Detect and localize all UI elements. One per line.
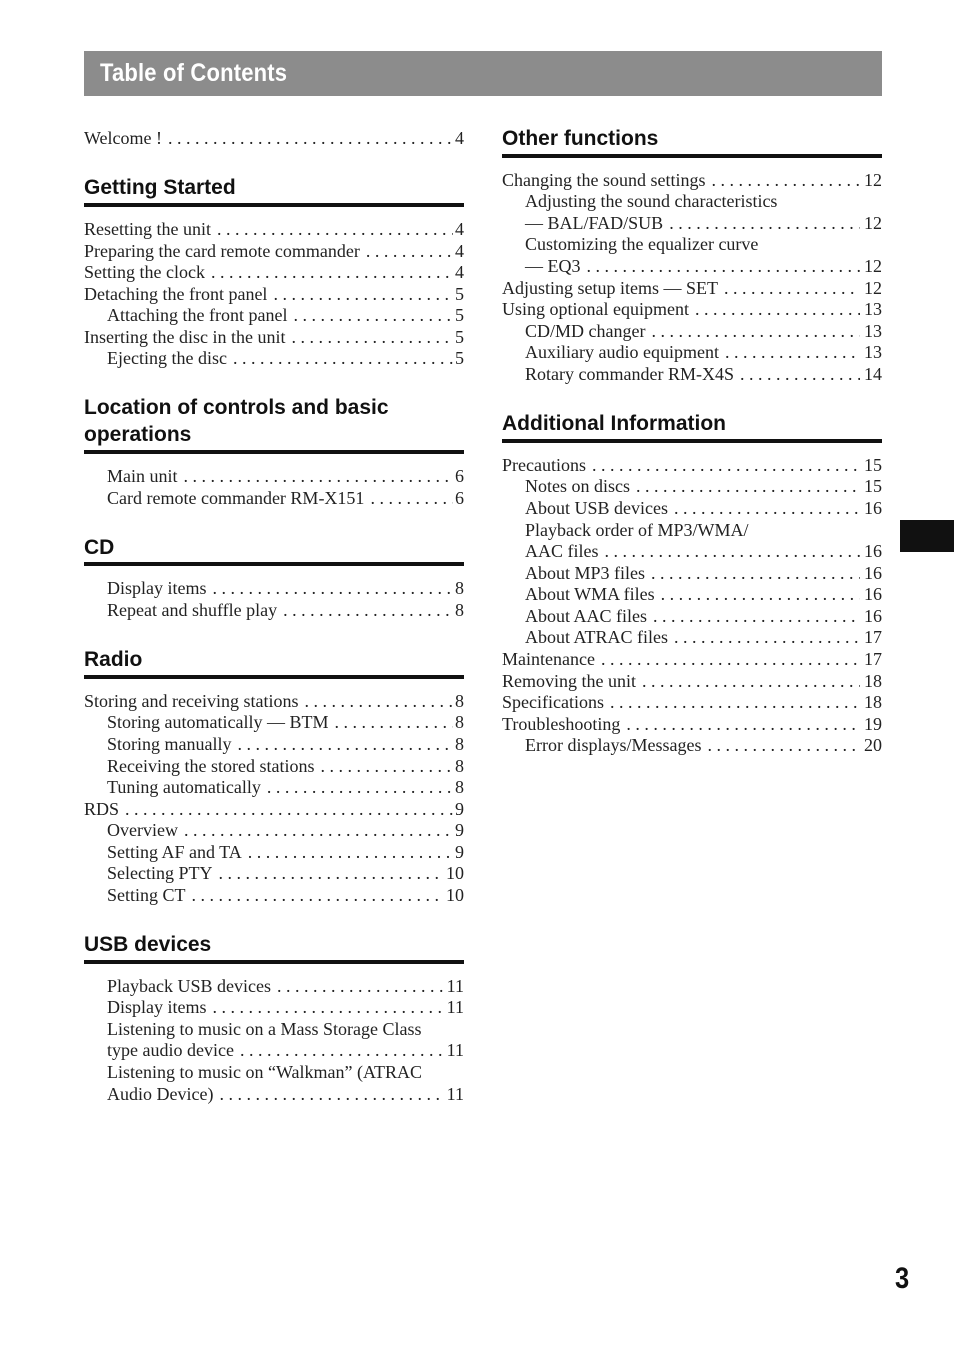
- toc-entry-label: RDS: [84, 799, 120, 819]
- leader-dots: [601, 648, 860, 670]
- toc-entry[interactable]: [502, 519, 882, 541]
- toc-entry[interactable]: [84, 841, 464, 863]
- toc-entry-label: Troubleshooting: [502, 714, 621, 734]
- toc-entry[interactable]: [502, 475, 882, 497]
- toc-entry-page: 8: [455, 734, 464, 754]
- toc-entry[interactable]: [502, 454, 882, 476]
- leader-dots: [273, 283, 453, 305]
- page-number: 3: [895, 1262, 910, 1295]
- leader-dots: [184, 465, 454, 487]
- toc-entry[interactable]: [502, 691, 882, 713]
- toc-entry-page: 12: [864, 278, 882, 298]
- toc-entry[interactable]: [84, 733, 464, 755]
- toc-entry-page: 5: [455, 327, 464, 347]
- toc-entry-page: 16: [864, 606, 882, 626]
- toc-entry-page: 16: [864, 563, 882, 583]
- toc-entry-page: 4: [455, 128, 464, 148]
- toc-entry-page: 17: [864, 627, 882, 647]
- toc-entry-label: Tuning automatically: [107, 777, 261, 797]
- toc-entry-page: 13: [864, 342, 882, 362]
- leader-dots: [636, 475, 860, 497]
- toc-entry-label: Setting the clock: [84, 262, 205, 282]
- toc-entry[interactable]: [502, 583, 882, 605]
- toc-entry[interactable]: [84, 996, 464, 1018]
- toc-entry-page: 15: [864, 476, 882, 496]
- toc-entry-label: Listening to music on a Mass Storage Class: [107, 1019, 422, 1039]
- toc-entry[interactable]: [502, 169, 882, 191]
- toc-entry[interactable]: [84, 776, 464, 798]
- toc-entry-page: 8: [455, 691, 464, 711]
- toc-entry[interactable]: [84, 1061, 464, 1083]
- leader-dots: [651, 562, 860, 584]
- toc-entry-label: Inserting the disc in the unit: [84, 327, 286, 347]
- toc-entry[interactable]: [84, 240, 464, 262]
- section-heading-getting-started: Getting Started: [84, 176, 236, 199]
- toc-entry-page: 12: [864, 256, 882, 276]
- toc-entry[interactable]: [84, 304, 464, 326]
- toc-entry[interactable]: [84, 326, 464, 348]
- toc-entry[interactable]: [502, 540, 882, 562]
- toc-entry-label: Playback USB devices: [107, 976, 271, 996]
- leader-dots: [213, 577, 454, 599]
- toc-entry-label: Removing the unit: [502, 671, 636, 691]
- toc-entry-page: 11: [446, 1040, 464, 1060]
- leader-dots: [592, 454, 860, 476]
- leader-dots: [724, 277, 860, 299]
- toc-entry-page: 9: [455, 820, 464, 840]
- toc-entry[interactable]: [502, 255, 882, 277]
- toc-entry-page: 8: [455, 578, 464, 598]
- toc-entry-label: Setting CT: [107, 885, 186, 905]
- toc-entry-page: 19: [864, 714, 882, 734]
- toc-entry[interactable]: [84, 711, 464, 733]
- leader-dots: [605, 540, 861, 562]
- toc-entry[interactable]: [84, 884, 464, 906]
- toc-entry-page: 12: [864, 213, 882, 233]
- toc-entry-page: 5: [455, 348, 464, 368]
- toc-entry-label: About MP3 files: [525, 563, 646, 583]
- toc-entry[interactable]: [502, 734, 882, 756]
- toc-entry-page: 18: [864, 671, 882, 691]
- toc-entry-label: Adjusting the sound characteristics: [525, 191, 778, 211]
- leader-dots: [304, 690, 453, 712]
- leader-dots: [184, 819, 453, 841]
- toc-entry-page: 11: [446, 997, 464, 1017]
- toc-entry[interactable]: [502, 648, 882, 670]
- section-heading-additional-information: Additional Information: [502, 412, 726, 435]
- toc-entry-page: 12: [864, 170, 882, 190]
- toc-entry-label: Detaching the front panel: [84, 284, 268, 304]
- toc-entry[interactable]: [84, 577, 464, 599]
- toc-entry-label: Changing the sound settings: [502, 170, 706, 190]
- leader-dots: [240, 1039, 445, 1061]
- section-heading-location: Location of controls and basic: [84, 396, 389, 419]
- toc-entry-label: Using optional equipment: [502, 299, 689, 319]
- section-rule: [84, 960, 464, 964]
- toc-entry[interactable]: [84, 347, 464, 369]
- leader-dots: [248, 841, 453, 863]
- toc-entry-label: Preparing the card remote commander: [84, 241, 360, 261]
- toc-entry-label: Precautions: [502, 455, 586, 475]
- leader-dots: [192, 884, 444, 906]
- toc-entry-page: 16: [864, 584, 882, 604]
- leader-dots: [219, 862, 445, 884]
- leader-dots: [370, 487, 453, 509]
- leader-dots: [651, 320, 860, 342]
- leader-dots: [283, 599, 453, 621]
- toc-entry-page: 8: [455, 712, 464, 732]
- toc-entry-label: Display items: [107, 578, 207, 598]
- toc-entry-page: 10: [446, 885, 464, 905]
- toc-entry-label: Audio Device): [107, 1084, 214, 1104]
- toc-entry-page: 8: [455, 756, 464, 776]
- toc-entry-label: Card remote commander RM-X151: [107, 488, 365, 508]
- toc-entry-label: CD/MD changer: [525, 321, 646, 341]
- section-rule: [84, 675, 464, 679]
- title-bar: [84, 51, 882, 96]
- toc-entry-label: Display items: [107, 997, 207, 1017]
- toc-entry-page: 14: [864, 364, 882, 384]
- toc-entry[interactable]: [84, 487, 464, 509]
- leader-dots: [707, 734, 860, 756]
- toc-entry-page: 16: [864, 498, 882, 518]
- toc-entry-page: 5: [455, 284, 464, 304]
- section-rule: [502, 439, 882, 443]
- toc-entry-label: Ejecting the disc: [107, 348, 227, 368]
- toc-entry-label: — EQ3: [525, 256, 581, 276]
- leader-dots: [669, 212, 860, 234]
- section-heading-location-line2: operations: [84, 423, 192, 446]
- toc-entry-label: Welcome !: [84, 128, 163, 148]
- leader-dots: [674, 626, 860, 648]
- toc-entry-welcome[interactable]: [84, 127, 464, 149]
- toc-entry-page: 5: [455, 305, 464, 325]
- toc-entry[interactable]: [502, 363, 882, 385]
- toc-entry-label: About AAC files: [525, 606, 648, 626]
- toc-entry-page: 8: [455, 600, 464, 620]
- toc-entry[interactable]: [502, 497, 882, 519]
- leader-dots: [277, 975, 445, 997]
- toc-entry-label: Setting AF and TA: [107, 842, 242, 862]
- toc-entry-label: Receiving the stored stations: [107, 756, 315, 776]
- leader-dots: [366, 240, 453, 262]
- leader-dots: [740, 363, 860, 385]
- toc-entry[interactable]: [502, 212, 882, 234]
- section-heading-cd: CD: [84, 536, 115, 559]
- leader-dots: [238, 733, 454, 755]
- leader-dots: [168, 127, 453, 149]
- toc-entry-page: 6: [455, 488, 464, 508]
- section-heading-usb: USB devices: [84, 933, 212, 956]
- leader-dots: [219, 1083, 444, 1105]
- toc-entry-label: — BAL/FAD/SUB: [525, 213, 664, 233]
- toc-entry-label: Notes on discs: [525, 476, 630, 496]
- toc-entry-label: Error displays/Messages: [525, 735, 702, 755]
- toc-entry-label: type audio device: [107, 1040, 234, 1060]
- section-heading-radio: Radio: [84, 648, 143, 671]
- toc-entry[interactable]: [502, 190, 882, 212]
- toc-entry-page: 20: [864, 735, 882, 755]
- toc-entry[interactable]: [84, 218, 464, 240]
- toc-entry-page: 9: [455, 799, 464, 819]
- toc-entry[interactable]: [502, 233, 882, 255]
- leader-dots: [320, 755, 453, 777]
- toc-entry-page: 8: [455, 777, 464, 797]
- section-rule: [84, 450, 464, 454]
- toc-entry-label: Listening to music on “Walkman” (ATRAC: [107, 1062, 422, 1082]
- toc-entry-label: Rotary commander RM-X4S: [525, 364, 734, 384]
- toc-entry-page: 6: [455, 466, 464, 486]
- toc-entry[interactable]: [84, 599, 464, 621]
- toc-entry[interactable]: [502, 605, 882, 627]
- toc-entry[interactable]: [502, 670, 882, 692]
- leader-dots: [725, 341, 860, 363]
- toc-entry-label: Overview: [107, 820, 178, 840]
- toc-entry-label: Attaching the front panel: [107, 305, 288, 325]
- leader-dots: [610, 691, 860, 713]
- leader-dots: [587, 255, 861, 277]
- toc-entry[interactable]: [84, 755, 464, 777]
- toc-entry[interactable]: [502, 341, 882, 363]
- toc-entry-page: 15: [864, 455, 882, 475]
- toc-entry[interactable]: [502, 320, 882, 342]
- leader-dots: [125, 798, 453, 820]
- toc-entry-page: 16: [864, 541, 882, 561]
- leader-dots: [334, 711, 453, 733]
- toc-entry-label: Main unit: [107, 466, 178, 486]
- leader-dots: [661, 583, 860, 605]
- toc-entry-label: Adjusting setup items — SET: [502, 278, 718, 298]
- toc-entry[interactable]: [502, 298, 882, 320]
- toc-entry-page: 4: [455, 241, 464, 261]
- toc-entry[interactable]: [84, 1039, 464, 1061]
- toc-entry[interactable]: [84, 465, 464, 487]
- leader-dots: [626, 713, 860, 735]
- toc-entry-label: About WMA files: [525, 584, 655, 604]
- leader-dots: [695, 298, 860, 320]
- toc-entry-label: Storing automatically — BTM: [107, 712, 329, 732]
- toc-entry-label: Customizing the equalizer curve: [525, 234, 759, 254]
- leader-dots: [233, 347, 453, 369]
- toc-entry-label: Maintenance: [502, 649, 595, 669]
- toc-entry[interactable]: [502, 277, 882, 299]
- toc-entry[interactable]: [502, 713, 882, 735]
- toc-entry-page: 4: [455, 219, 464, 239]
- toc-entry-page: 18: [864, 692, 882, 712]
- section-tab-marker: [900, 520, 954, 552]
- toc-entry[interactable]: [84, 690, 464, 712]
- toc-entry-label: Resetting the unit: [84, 219, 211, 239]
- toc-entry[interactable]: [84, 798, 464, 820]
- toc-entry-label: About USB devices: [525, 498, 668, 518]
- leader-dots: [211, 261, 453, 283]
- toc-entry-page: 4: [455, 262, 464, 282]
- page-title: Table of Contents: [100, 59, 288, 87]
- toc-entry-page: 13: [864, 321, 882, 341]
- leader-dots: [712, 169, 861, 191]
- toc-entry-page: 17: [864, 649, 882, 669]
- leader-dots: [213, 996, 445, 1018]
- leader-dots: [267, 776, 453, 798]
- leader-dots: [291, 326, 453, 348]
- toc-entry-page: 13: [864, 299, 882, 319]
- toc-entry-page: 9: [455, 842, 464, 862]
- toc-entry[interactable]: [502, 626, 882, 648]
- leader-dots: [217, 218, 453, 240]
- leader-dots: [293, 304, 453, 326]
- toc-entry[interactable]: [84, 819, 464, 841]
- toc-entry-label: About ATRAC files: [525, 627, 669, 647]
- toc-entry-label: Specifications: [502, 692, 604, 712]
- leader-dots: [642, 670, 860, 692]
- toc-entry-label: AAC files: [525, 541, 599, 561]
- toc-entry-label: Selecting PTY: [107, 863, 213, 883]
- toc-entry-label: Playback order of MP3/WMA/: [525, 520, 749, 540]
- section-heading-other-functions: Other functions: [502, 127, 659, 150]
- toc-entry-page: 11: [446, 1084, 464, 1104]
- toc-entry[interactable]: [84, 1083, 464, 1105]
- toc-entry-label: Repeat and shuffle play: [107, 600, 278, 620]
- leader-dots: [674, 497, 860, 519]
- section-rule: [84, 203, 464, 207]
- toc-entry[interactable]: [84, 261, 464, 283]
- toc-entry-label: Storing and receiving stations: [84, 691, 299, 711]
- toc-entry[interactable]: [84, 862, 464, 884]
- toc-entry[interactable]: [84, 283, 464, 305]
- toc-entry-label: Storing manually: [107, 734, 232, 754]
- toc-entry[interactable]: [84, 1018, 464, 1040]
- toc-entry-label: Auxiliary audio equipment: [525, 342, 719, 362]
- leader-dots: [653, 605, 860, 627]
- section-rule: [84, 562, 464, 566]
- toc-entry-page: 11: [446, 976, 464, 996]
- toc-entry[interactable]: [502, 562, 882, 584]
- toc-entry-page: 10: [446, 863, 464, 883]
- toc-entry[interactable]: [84, 975, 464, 997]
- section-rule: [502, 154, 882, 158]
